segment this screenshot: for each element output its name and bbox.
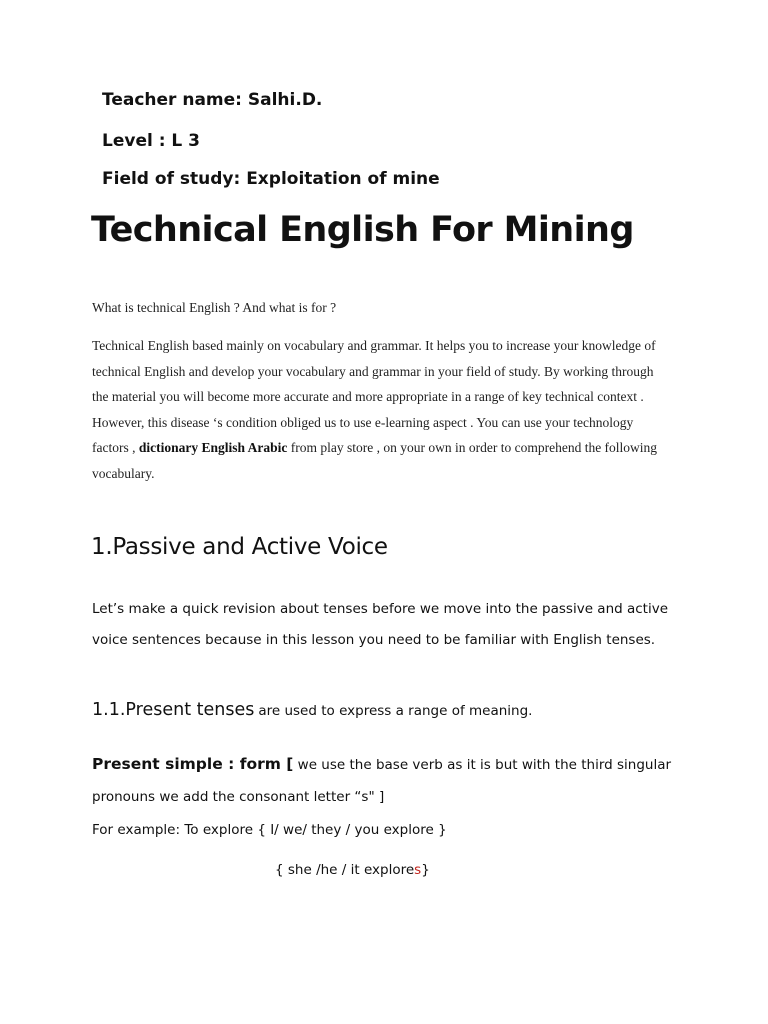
field-of-study: Field of study: Exploitation of mine: [102, 169, 440, 189]
present-simple-text: we use the base verb as it is but with the third singular pronouns we add the consonant letter “s" ]: [92, 757, 672, 805]
intro-text-after: from play store , on your own in order to comprehend the following vocabulary.: [92, 440, 658, 481]
example-line-1: For example: To explore { I/ we/ they / you explore }: [92, 822, 447, 838]
intro-bold-text: dictionary English Arabic: [138, 440, 288, 455]
section-paragraph-revision: Let’s make a quick revision about tenses before we move into the passive and active voice sentences because in this lesson you need to be familiar with English tenses.: [92, 601, 669, 648]
level: Level : L 3: [102, 131, 201, 151]
teacher-name: Teacher name: Salhi.D.: [102, 90, 323, 110]
document-title: Technical English For Mining: [91, 210, 634, 250]
example-line-2-prefix: { she /he / it explore: [275, 862, 415, 878]
example-line-2-suffix: }: [421, 862, 430, 878]
example-highlight-s: s: [414, 862, 422, 878]
example-line-2: [275, 862, 430, 878]
section-heading-passive-active: 1.Passive and Active Voice: [91, 534, 388, 560]
intro-text-before: Technical English based mainly on vocabulary and grammar. It helps you to increase your knowledge of technical English and develop your vocabulary and grammar in your field of study. By working through the material you will become more accurate and more appropriate in a range of key technical context . However, this disease ‘s condition obliged us to use e-learning aspect . You can use your technology factors ,: [92, 338, 656, 455]
present-tenses-line: [92, 700, 532, 720]
present-simple-paragraph: [92, 748, 692, 813]
subsection-heading-present-tenses: 1.1.Present tenses: [92, 700, 255, 720]
present-tenses-text: are used to express a range of meaning.: [258, 703, 533, 719]
present-simple-label: Present simple : form [: [92, 755, 294, 773]
intro-question: What is technical English ? And what is for ?: [92, 300, 337, 315]
intro-paragraph: [92, 333, 667, 486]
